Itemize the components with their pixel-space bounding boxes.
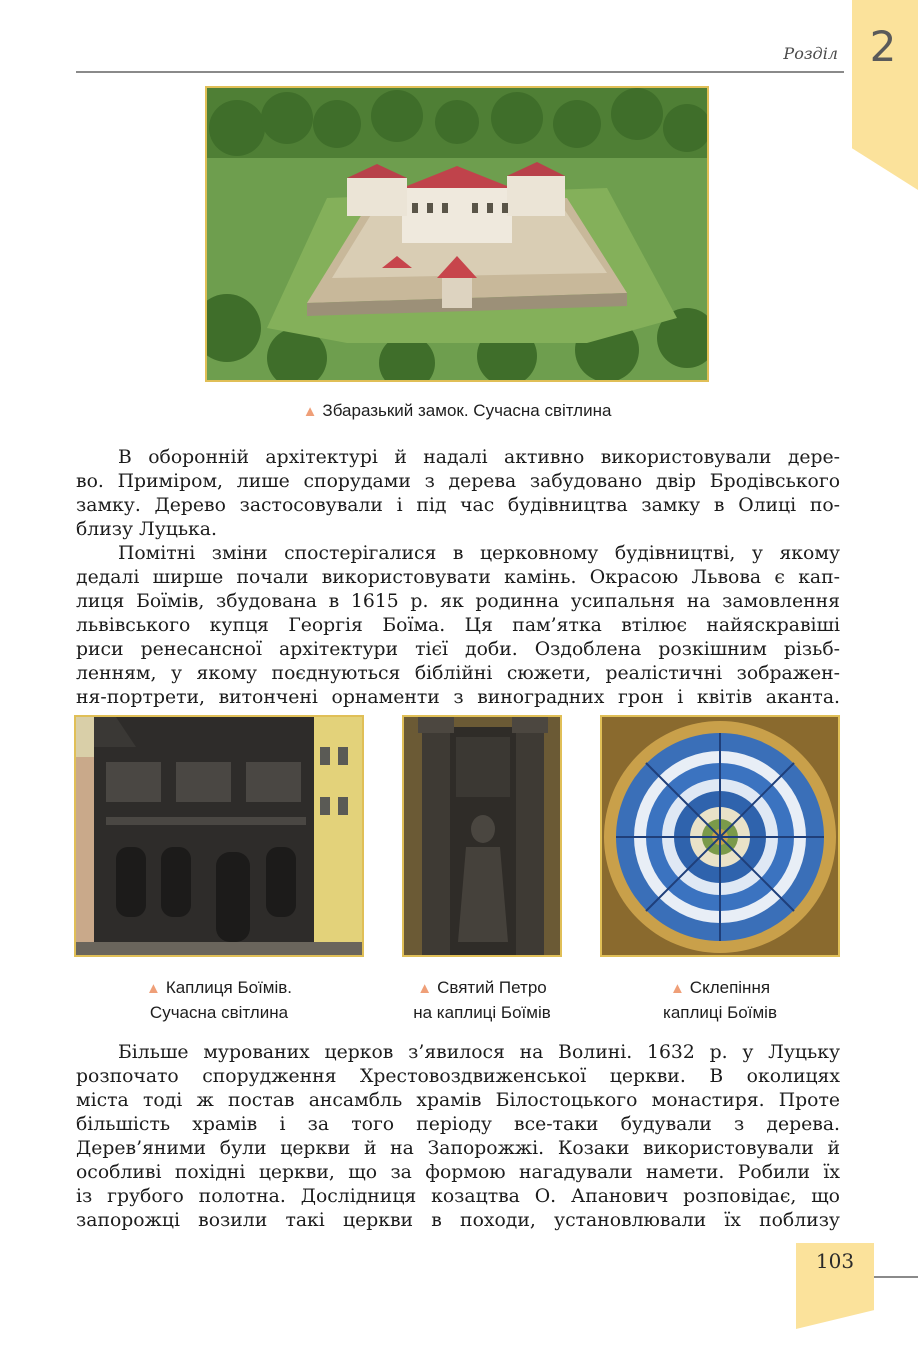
footer-rule (874, 1276, 918, 1278)
paragraph-2: Помітні зміни спостерігалися в церковному будівництві, у якому дедалі ширше почали використовувати камінь. Окрасою Львова є кап- лиця Боїмів, збудована в 1615 р. як родинна усипальня на замовлення львівського купця Георгія Боїма. Ця пам’ятка втілює найяскравіші риси ренесансної архітектури тієї доби. Оздоблена розкішним різьб- ленням, у якому поєднуються біблійні сюжети, реалістичні зображен- ня-портрети, витончені орнаменти з виноградних грон і квітів аканта. (76, 543, 840, 708)
caption-triangle-icon: ▲ (417, 980, 433, 997)
zbarazh-castle-photo (205, 86, 709, 382)
boim-chapel-photo (74, 715, 364, 957)
header-rule (76, 71, 844, 73)
caption-triangle-icon: ▲ (669, 980, 685, 997)
page-number: 103 (815, 1249, 855, 1273)
caption-triangle-icon: ▲ (145, 980, 161, 997)
paragraph-3: Більше мурованих церков з’явилося на Волині. 1632 р. у Луцьку розпочато спорудження Хрестовоздвиженської церкви. В околицях міста тоді ж постав ансамбль храмів Білостоцького монастиря. Проте більшість храмів і за того періоду все-таки будували з дерева. Дерев’яними були церкви й на Запорожжі. Козаки використовували й особливі похідні церкви, що за формою нагадували намети. Робили їх із грубого полотна. Дослідниця козацтва О. Апанович розповідає, що запорожці возили такі церкви в походи, установлювали їх поблизу (76, 1042, 840, 1231)
caption-triangle-icon: ▲ (302, 403, 318, 420)
chapel-photo-caption: ▲ Каплиця Боїмів. Сучасна світлина (145, 978, 293, 1022)
paragraph-1: В оборонній архітектурі й надалі активно використовували дере- во. Приміром, лише спорудами з дерева забудовано двір Бродівського замку. Дерево застосовували і під час будівництва замку в Олиці по- близу Луцька. (76, 447, 840, 540)
vault-photo-caption: ▲ Склепіння каплиці Боїмів (663, 978, 777, 1022)
saint-peter-relief-photo (402, 715, 562, 957)
section-number: 2 (869, 22, 897, 71)
section-label: Розділ (783, 44, 838, 63)
main-photo-caption: ▲ Збаразький замок. Сучасна світлина (302, 401, 612, 420)
peter-photo-caption: ▲ Святий Петро на каплиці Боїмів (413, 978, 551, 1022)
chapel-vault-photo (600, 715, 840, 957)
